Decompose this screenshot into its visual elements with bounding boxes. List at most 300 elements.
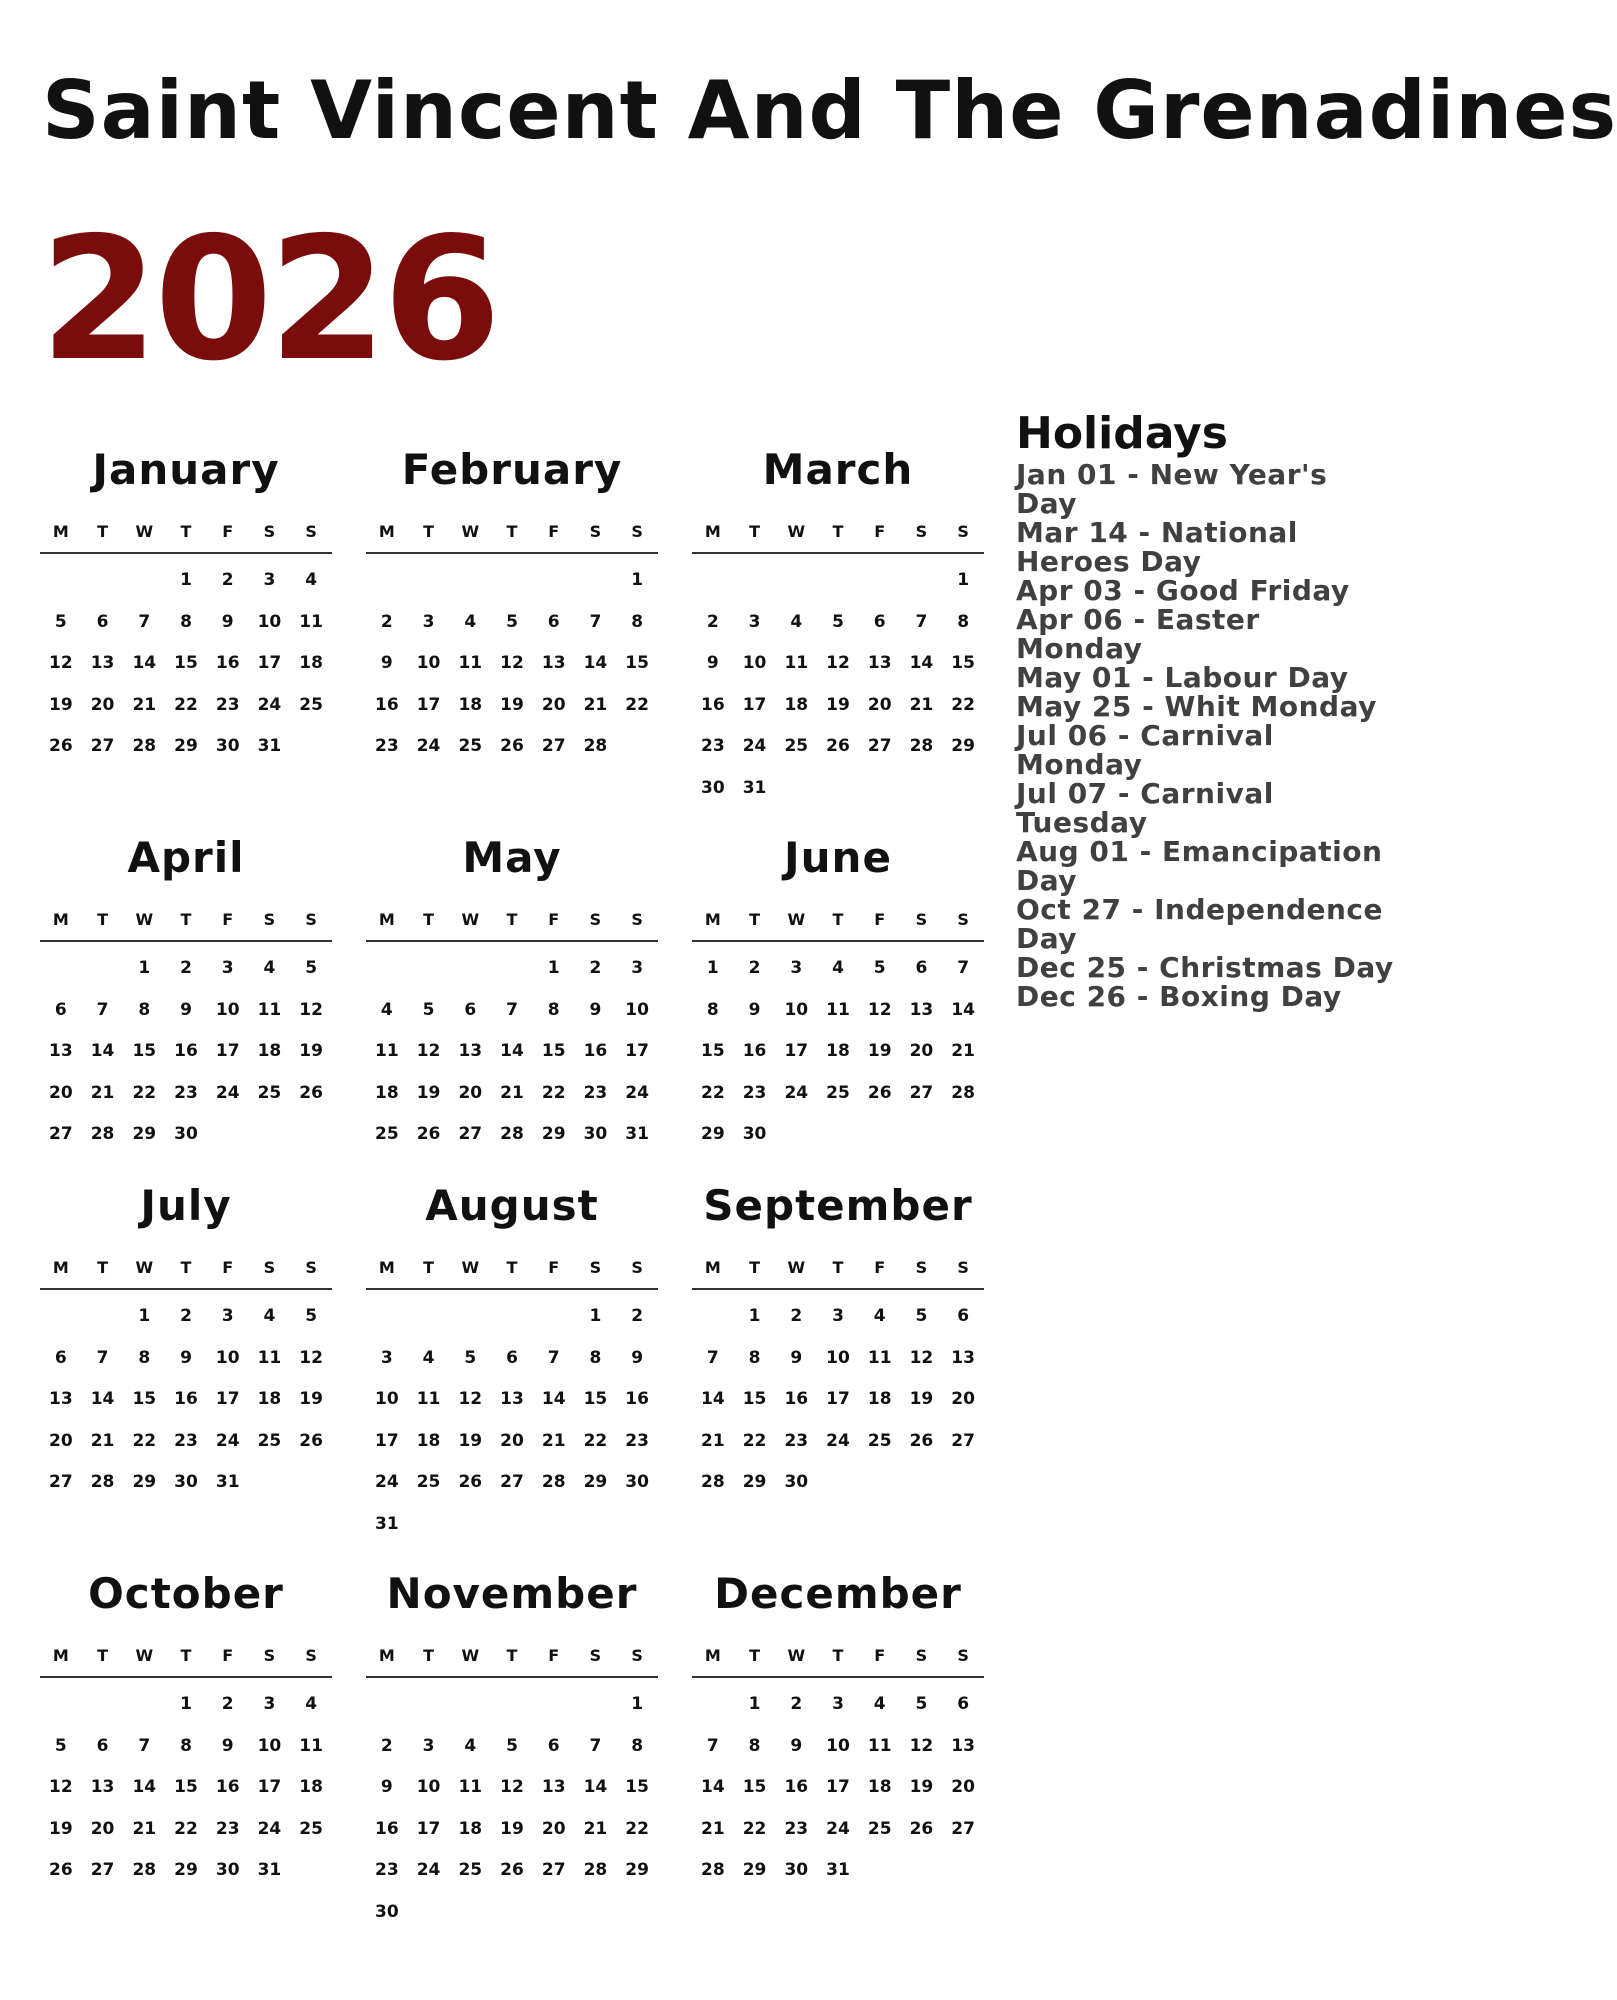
day-cell: 19: [416, 1082, 441, 1103]
day-cell: 14: [583, 1777, 608, 1797]
day-cell: [290, 726, 332, 768]
week-row: [40, 948, 332, 990]
week-row: [692, 948, 984, 990]
week-row: [40, 1421, 332, 1463]
day-cell: 1: [180, 570, 192, 590]
day-cell: 1: [957, 570, 970, 590]
day-cell: 10: [215, 1347, 240, 1368]
day-cell: [408, 1684, 450, 1726]
day-cell: 18: [784, 694, 809, 715]
day-cell: 19: [909, 1777, 934, 1797]
day-cell: [40, 1684, 82, 1726]
day-cell: 23: [375, 736, 399, 756]
day-cell: 18: [375, 1082, 399, 1103]
day-cell: 23: [215, 694, 240, 715]
week-row: [692, 685, 984, 727]
weekday-header-row: [692, 1248, 984, 1290]
week-row: [366, 1031, 658, 1073]
day-cell: 16: [742, 1041, 767, 1061]
day-cell: 25: [867, 1818, 892, 1839]
day-cell: 6: [96, 1735, 109, 1756]
day-cell: 9: [380, 1777, 393, 1797]
day-cell: 11: [458, 653, 483, 673]
holiday-item: Dec 25 - Christmas Day: [1016, 951, 1394, 984]
day-cell: 12: [49, 1777, 73, 1797]
day-cell: 26: [49, 1860, 73, 1880]
month-march: [692, 440, 984, 809]
day-cell: 16: [784, 1777, 809, 1797]
day-cell: 24: [742, 736, 767, 756]
day-cell: 22: [951, 694, 975, 715]
week-row: [40, 602, 332, 644]
day-cell: [449, 1504, 491, 1546]
day-cell: [901, 560, 943, 602]
day-cell: [533, 1504, 575, 1546]
day-cell: 6: [957, 1306, 970, 1326]
day-cell: 14: [90, 1041, 115, 1061]
day-cell: 12: [826, 653, 850, 673]
day-cell: 13: [90, 653, 115, 673]
week-row: [40, 1809, 332, 1851]
day-cell: [82, 1684, 124, 1726]
day-cell: 26: [500, 736, 524, 756]
day-cell: [366, 948, 408, 990]
day-cell: 5: [506, 611, 518, 632]
weekday-header-row: [40, 900, 332, 942]
day-cell: [40, 560, 82, 602]
month-november: [366, 1564, 658, 1933]
weekday-header: T: [749, 522, 761, 541]
weekday-header: T: [423, 522, 435, 541]
holiday-item: Jan 01 - New Year's Day: [1016, 458, 1328, 520]
day-cell: [942, 1462, 984, 1504]
day-cell: 28: [132, 1860, 157, 1880]
day-cell: 11: [257, 1347, 282, 1368]
day-cell: [491, 560, 533, 602]
weekday-header: S: [305, 1258, 317, 1277]
day-cell: 19: [49, 1818, 73, 1839]
day-cell: 20: [500, 1430, 524, 1451]
day-cell: 27: [541, 1860, 566, 1880]
day-cell: 15: [583, 1389, 608, 1409]
day-cell: 31: [375, 1513, 399, 1534]
weekday-header: M: [378, 1646, 395, 1665]
day-cell: 13: [541, 1777, 566, 1797]
day-cell: 5: [915, 1694, 928, 1714]
week-row: [40, 726, 332, 768]
day-cell: 17: [257, 1777, 282, 1797]
day-cell: [817, 1114, 859, 1156]
day-cell: [82, 560, 124, 602]
day-cell: 12: [299, 1347, 323, 1368]
day-cell: 22: [132, 1082, 157, 1103]
day-cell: 21: [701, 1430, 725, 1451]
day-cell: 9: [221, 1735, 234, 1756]
day-cell: 12: [500, 653, 524, 673]
day-cell: 8: [748, 1347, 761, 1368]
day-cell: [449, 1296, 491, 1338]
day-cell: [533, 1892, 575, 1934]
weekday-header: F: [548, 1646, 560, 1665]
weekday-header: T: [506, 1258, 518, 1277]
day-cell: [290, 1114, 332, 1156]
weekday-header: S: [305, 1646, 317, 1665]
day-cell: 21: [541, 1430, 566, 1451]
day-cell: [775, 768, 817, 810]
weekday-header-row: [40, 1636, 332, 1678]
week-row: [692, 1726, 984, 1768]
week-row: [40, 1296, 332, 1338]
day-cell: 19: [500, 694, 524, 715]
day-cell: 24: [416, 736, 441, 756]
month-name: August: [425, 1181, 599, 1230]
weekday-header: M: [378, 1258, 395, 1277]
weekday-header: T: [97, 910, 109, 929]
day-cell: 27: [90, 1860, 115, 1880]
week-row: [40, 1850, 332, 1892]
day-cell: 28: [701, 1472, 725, 1492]
day-cell: 8: [547, 999, 560, 1020]
day-cell: 25: [826, 1082, 850, 1103]
day-cell: 30: [784, 1860, 809, 1880]
weekday-header: S: [957, 910, 969, 929]
day-cell: 25: [784, 736, 809, 756]
day-cell: 5: [832, 611, 844, 632]
day-cell: 22: [583, 1430, 608, 1451]
day-cell: 25: [416, 1472, 441, 1492]
day-cell: 30: [174, 1124, 198, 1144]
day-cell: 25: [458, 736, 483, 756]
weekday-header: W: [135, 910, 154, 929]
day-cell: 5: [305, 958, 318, 978]
day-cell: 2: [180, 1306, 192, 1326]
day-cell: [692, 1296, 734, 1338]
weeks: [40, 1684, 332, 1892]
day-cell: 30: [215, 736, 240, 756]
day-cell: [82, 948, 124, 990]
day-cell: 5: [464, 1347, 477, 1368]
day-cell: 10: [826, 1735, 850, 1756]
day-cell: 25: [257, 1430, 282, 1451]
day-cell: 30: [174, 1472, 198, 1492]
day-cell: 17: [742, 694, 767, 715]
day-cell: 23: [701, 736, 725, 756]
day-cell: 22: [625, 1818, 649, 1839]
day-cell: 3: [832, 1694, 844, 1714]
holiday-item: Aug 01 - Emancipation Day: [1016, 835, 1383, 897]
day-cell: 6: [54, 1347, 67, 1368]
day-cell: [408, 1296, 450, 1338]
day-cell: 28: [909, 736, 934, 756]
day-cell: 3: [263, 570, 276, 590]
weekday-header: M: [52, 1646, 69, 1665]
day-cell: 29: [132, 1472, 157, 1492]
month-august: [366, 1176, 658, 1545]
weekday-header: S: [631, 522, 643, 541]
weekday-header: F: [222, 1258, 234, 1277]
day-cell: 28: [90, 1472, 115, 1492]
day-cell: 18: [826, 1041, 850, 1061]
day-cell: 22: [174, 1818, 198, 1839]
weekday-header: W: [135, 1258, 154, 1277]
week-row: [366, 560, 658, 602]
day-cell: 15: [625, 653, 649, 673]
week-row: [692, 1684, 984, 1726]
day-cell: 24: [826, 1430, 850, 1451]
day-cell: 24: [625, 1082, 649, 1103]
day-cell: 23: [784, 1430, 809, 1451]
day-cell: 23: [625, 1430, 649, 1451]
weeks: [366, 1684, 658, 1933]
weeks: [692, 1296, 984, 1504]
day-cell: 14: [500, 1041, 524, 1061]
day-cell: 28: [583, 736, 608, 756]
day-cell: 5: [422, 999, 435, 1020]
day-cell: 12: [909, 1735, 934, 1756]
week-row: [692, 990, 984, 1032]
holiday-item: Apr 03 - Good Friday: [1016, 574, 1350, 607]
day-cell: 3: [422, 1735, 435, 1756]
weekday-header: T: [749, 1258, 761, 1277]
day-cell: 18: [257, 1389, 282, 1409]
day-cell: 30: [375, 1901, 399, 1922]
weekday-header: M: [378, 910, 395, 929]
day-cell: 13: [909, 999, 934, 1020]
weekday-header: S: [915, 1646, 928, 1665]
day-cell: 2: [589, 958, 602, 978]
day-cell: 16: [701, 694, 725, 715]
weekday-header: S: [263, 910, 276, 929]
day-cell: 8: [180, 611, 192, 632]
weekday-header: F: [874, 910, 886, 929]
weekday-header: W: [787, 522, 806, 541]
day-cell: 15: [625, 1777, 649, 1797]
day-cell: 27: [500, 1472, 524, 1492]
weekday-header: S: [589, 1646, 602, 1665]
day-cell: 3: [221, 1306, 234, 1326]
day-cell: 4: [263, 958, 276, 978]
day-cell: 14: [132, 1777, 157, 1797]
day-cell: 7: [589, 611, 602, 632]
weekday-header: W: [461, 1258, 480, 1277]
day-cell: 4: [873, 1306, 886, 1326]
day-cell: 6: [547, 611, 560, 632]
day-cell: 8: [706, 999, 719, 1020]
week-row: [366, 1850, 658, 1892]
week-row: [366, 1114, 658, 1156]
day-cell: 6: [957, 1694, 970, 1714]
holiday-item: Jul 06 - Carnival Monday: [1016, 719, 1274, 781]
day-cell: 16: [583, 1041, 608, 1061]
day-cell: [449, 1892, 491, 1934]
day-cell: [449, 560, 491, 602]
day-cell: 4: [422, 1347, 435, 1368]
day-cell: 18: [257, 1041, 282, 1061]
day-cell: 31: [625, 1124, 649, 1144]
day-cell: 15: [174, 1777, 198, 1797]
holiday-item: Dec 26 - Boxing Day: [1016, 980, 1342, 1013]
week-row: [692, 1421, 984, 1463]
week-row: [692, 1767, 984, 1809]
weeks: [366, 1296, 658, 1545]
day-cell: [366, 1684, 408, 1726]
day-cell: 28: [583, 1860, 608, 1880]
day-cell: 18: [867, 1389, 892, 1409]
month-name: December: [714, 1569, 962, 1618]
day-cell: 12: [458, 1389, 483, 1409]
day-cell: [901, 1114, 943, 1156]
day-cell: [408, 560, 450, 602]
weekday-header: S: [589, 910, 602, 929]
month-september: [692, 1176, 984, 1504]
day-cell: 26: [909, 1430, 934, 1451]
day-cell: 21: [583, 694, 608, 715]
day-cell: 9: [180, 999, 192, 1020]
week-row: [40, 1379, 332, 1421]
weekday-header: F: [548, 522, 560, 541]
day-cell: 10: [416, 653, 441, 673]
day-cell: 15: [951, 653, 975, 673]
week-row: [692, 1379, 984, 1421]
day-cell: 4: [380, 999, 393, 1020]
day-cell: 6: [547, 1735, 560, 1756]
weekday-header: T: [180, 910, 192, 929]
day-cell: 2: [790, 1694, 803, 1714]
day-cell: 19: [458, 1430, 483, 1451]
day-cell: 2: [631, 1306, 644, 1326]
day-cell: 23: [784, 1818, 809, 1839]
day-cell: [123, 1684, 165, 1726]
weekday-header: T: [97, 522, 109, 541]
week-row: [692, 768, 984, 810]
day-cell: 11: [416, 1389, 441, 1409]
day-cell: 4: [790, 611, 803, 632]
day-cell: 7: [138, 1735, 151, 1756]
day-cell: 17: [784, 1041, 809, 1061]
day-cell: [408, 948, 450, 990]
day-cell: 3: [221, 958, 234, 978]
weekday-header-row: [692, 512, 984, 554]
day-cell: 22: [174, 694, 198, 715]
weekday-header-row: [692, 900, 984, 942]
day-cell: 1: [706, 958, 719, 978]
day-cell: 1: [748, 1306, 761, 1326]
day-cell: 9: [748, 999, 761, 1020]
day-cell: 17: [826, 1389, 850, 1409]
day-cell: 17: [625, 1041, 649, 1061]
day-cell: [859, 560, 901, 602]
day-cell: 7: [506, 999, 518, 1020]
weekday-header: M: [704, 1258, 721, 1277]
day-cell: 26: [500, 1860, 524, 1880]
day-cell: 29: [742, 1860, 767, 1880]
day-cell: 4: [305, 1694, 318, 1714]
page-title: Saint Vincent And The Grenadines: [42, 64, 1617, 157]
day-cell: 25: [375, 1124, 399, 1144]
month-june: [692, 828, 984, 1156]
day-cell: 15: [174, 653, 198, 673]
weekday-header: F: [548, 1258, 560, 1277]
weekday-header: S: [915, 522, 928, 541]
day-cell: [859, 1462, 901, 1504]
day-cell: 10: [416, 1777, 441, 1797]
day-cell: [616, 1504, 658, 1546]
weekday-header: T: [832, 522, 844, 541]
day-cell: 6: [506, 1347, 518, 1368]
day-cell: 14: [583, 653, 608, 673]
day-cell: 16: [215, 653, 240, 673]
weekday-header-row: [40, 1248, 332, 1290]
week-row: [366, 1767, 658, 1809]
day-cell: 26: [826, 736, 850, 756]
day-cell: 6: [873, 611, 886, 632]
weekday-header: M: [52, 522, 69, 541]
week-row: [40, 1462, 332, 1504]
day-cell: [82, 1296, 124, 1338]
day-cell: 29: [174, 1860, 198, 1880]
day-cell: 10: [826, 1347, 850, 1368]
day-cell: 12: [909, 1347, 934, 1368]
day-cell: 27: [49, 1124, 73, 1144]
month-name: October: [88, 1569, 284, 1618]
day-cell: [491, 1892, 533, 1934]
day-cell: 1: [748, 1694, 761, 1714]
weekday-header: F: [874, 1258, 886, 1277]
day-cell: 5: [873, 958, 886, 978]
week-row: [692, 602, 984, 644]
month-name: February: [401, 445, 623, 494]
day-cell: 17: [215, 1389, 240, 1409]
day-cell: 27: [90, 736, 115, 756]
day-cell: 31: [257, 736, 282, 756]
day-cell: 3: [263, 1694, 276, 1714]
day-cell: [616, 726, 658, 768]
week-row: [692, 1114, 984, 1156]
day-cell: 9: [180, 1347, 192, 1368]
day-cell: 7: [915, 611, 928, 632]
day-cell: 5: [915, 1306, 928, 1326]
day-cell: [775, 1114, 817, 1156]
weekday-header: W: [787, 1258, 806, 1277]
day-cell: [40, 1296, 82, 1338]
day-cell: 17: [826, 1777, 850, 1797]
day-cell: 26: [867, 1082, 892, 1103]
day-cell: 11: [826, 999, 850, 1020]
day-cell: [817, 560, 859, 602]
day-cell: 9: [790, 1735, 803, 1756]
day-cell: [775, 560, 817, 602]
day-cell: 7: [706, 1735, 719, 1756]
day-cell: 16: [215, 1777, 240, 1797]
day-cell: 27: [458, 1124, 483, 1144]
day-cell: 5: [506, 1735, 518, 1756]
day-cell: 27: [951, 1818, 975, 1839]
week-row: [366, 1726, 658, 1768]
weekday-header: M: [378, 522, 395, 541]
weekday-header-row: [366, 1636, 658, 1678]
week-row: [366, 643, 658, 685]
day-cell: [942, 768, 984, 810]
weekday-header: T: [423, 910, 435, 929]
day-cell: 21: [132, 1818, 157, 1839]
day-cell: 20: [90, 694, 115, 715]
holiday-item: Mar 14 - National Heroes Day: [1016, 516, 1298, 578]
day-cell: [249, 1462, 291, 1504]
holiday-item: May 01 - Labour Day: [1016, 661, 1349, 694]
weekday-header: F: [222, 1646, 234, 1665]
weekday-header: S: [589, 522, 602, 541]
day-cell: 4: [464, 611, 477, 632]
